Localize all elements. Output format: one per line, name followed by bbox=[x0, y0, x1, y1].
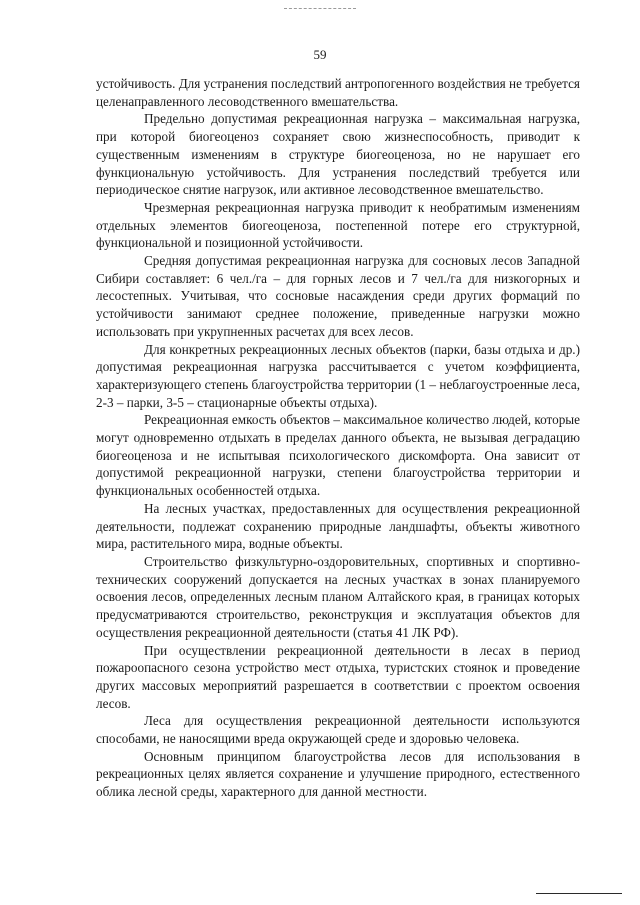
paragraph-1: устойчивость. Для устранения последствий антропогенного воздействия не требуется целенаправленного лесоводственного вмешательства. bbox=[96, 76, 580, 109]
scan-artifact-bottom bbox=[536, 893, 622, 894]
page-number: 59 bbox=[313, 47, 327, 62]
paragraph-6: Рекреационная емкость объектов – максимальное количество людей, которые могут одновременно отдыхать в пределах данного объекта, не вызывая деградацию биогеоценоза и не испытывая психологического дискомфорта. Она зависит от допустимой рекреационной нагрузки, степени благоустройства территории и функциональных особенностей отдыха. bbox=[96, 412, 580, 499]
paragraph-10: Леса для осуществления рекреационной деятельности используются способами, не наносящими вреда окружающей среде и здоровью человека. bbox=[96, 713, 580, 747]
paragraph-7: На лесных участках, предоставленных для осуществления рекреационной деятельности, подлежат сохранению природные ландшафты, объекты животного мира, растительного мира, водные объекты. bbox=[96, 500, 580, 552]
scan-artifact-top bbox=[284, 8, 356, 10]
paragraph-3: Чрезмерная рекреационная нагрузка приводит к необратимым изменениям отдельных элементов биогеоценоза, постепенной потере его структурной, функциональной и позиционной устойчивости. bbox=[96, 199, 580, 251]
paragraph-2: Предельно допустимая рекреационная нагрузка – максимальная нагрузка, при которой биогеоценоз сохраняет свою жизнеспособность, приводит к существенным изменениям в структуре биогеоценоза, но не нарушает его функциональную устойчивость. Для устранения последствий требуется или периодическое снятие нагрузок, или активное лесоводственное вмешательство. bbox=[96, 111, 580, 198]
paragraph-8: Строительство физкультурно-оздоровительных, спортивных и спортивно-технических сооружений допускается на лесных участках в зонах планируемого освоения лесов, определенных лесным планом Алтайского края, в границах которых предусматриваются строительство, реконструкция и эксплуатация объектов для осуществления рекреационной деятельности (статья 41 ЛК РФ). bbox=[96, 553, 580, 640]
paragraph-4: Средняя допустимая рекреационная нагрузка для сосновых лесов Западной Сибири составляет: 6 чел./га – для горных лесов и 7 чел./га для низкогорных и лесостепных. Учитывая, что сосновые насаждения среди других формаций по устойчивости занимают среднее положение, приведенные нагрузки можно использовать при укрупненных расчетах для всех лесов. bbox=[96, 253, 580, 339]
body-text bbox=[96, 75, 580, 801]
paragraph-11: Основным принципом благоустройства лесов для использования в рекреационных целях является сохранение и улучшение природного, естественного облика лесной среды, характерного для данной местности. bbox=[96, 748, 580, 800]
paragraph-9: При осуществлении рекреационной деятельности в лесах в период пожароопасного сезона устройство мест отдыха, туристских стоянок и проведение других массовых мероприятий разрешается в соответствии с проектом освоения лесов. bbox=[96, 642, 580, 711]
paragraph-5: Для конкретных рекреационных лесных объектов (парки, базы отдыха и др.) допустимая рекреационная нагрузка рассчитывается с учетом коэффициента, характеризующего степень благоустройства территории (1 – неблагоустроенные леса, 2-3 – парки, 3-5 – стационарные объекты отдыха). bbox=[96, 341, 580, 410]
